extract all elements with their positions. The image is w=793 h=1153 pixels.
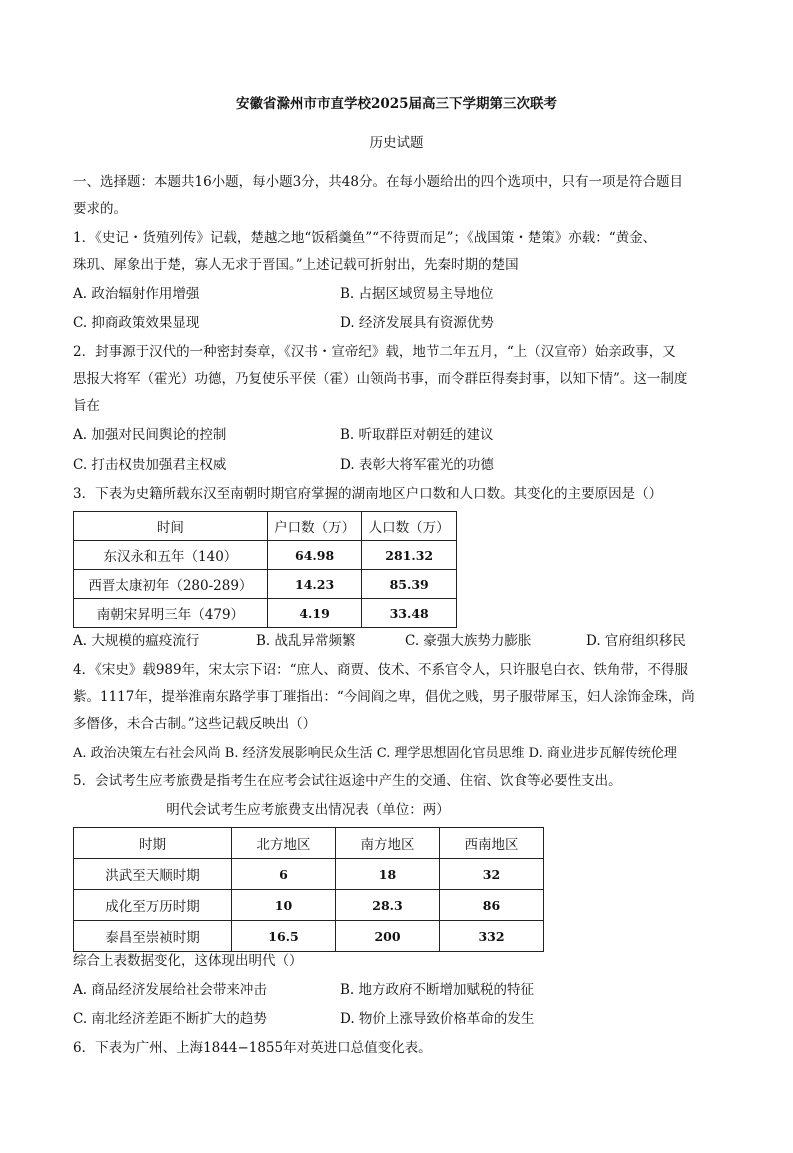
table-cell: 332 [440,921,544,952]
table-cell: 281.32 [362,541,457,570]
table-cell: 85.39 [362,570,457,599]
table-cell: 10 [232,890,336,921]
table-cell: 南朝宋昇明三年（479） [74,599,268,628]
q1-option-a: A. 政治辐射作用增强 [73,286,200,302]
table-cell: 西晋太康初年（280-289） [74,570,268,599]
table-row [74,541,457,570]
q4-stem-line2: 紫。1117年，提举淮南东路学事丁璀指出：“今闾阎之卑，倡优之贱，男子服带犀玉，妇人涂饰金珠，尚 [73,689,695,705]
table-cell: 33.48 [362,599,457,628]
section-instruction-line1: 一、选择题：本题共16小题，每小题3分，共48分。在每小题给出的四个选项中，只有一项是符合题目 [73,174,683,190]
table-cell: 86 [440,890,544,921]
q3-option-b: B. 战乱异常频繁 [256,633,356,649]
q5-table [73,827,544,952]
q5-option-c: C. 南北经济差距不断扩大的趋势 [73,1011,267,1027]
q5-stem: 5．会试考生应考旅费是指考生在应考会试往返途中产生的交通、住宿、饮食等必要性支出。 [73,773,622,789]
table-cell: 泰昌至崇祯时期 [74,921,232,952]
table-row [74,599,457,628]
table-cell: 6 [232,859,336,890]
q3-stem: 3．下表为史籍所载东汉至南朝时期官府掌握的湖南地区户口数和人口数。其变化的主要原因是（） [73,486,663,502]
table-header-row [74,512,457,541]
table-cell: 成化至万历时期 [74,890,232,921]
q1-option-b: B. 占据区域贸易主导地位 [340,286,494,302]
table-cell: 28.3 [336,890,440,921]
q2-stem-line2: 思报大将军（霍光）功德，乃复使乐平侯（霍）山领尚书事，而令群臣得奏封事，以知下情”。这一制度 [73,371,688,387]
exam-title: 安徽省滁州市市直学校2025届高三下学期第三次联考 [235,96,558,112]
table-header-cell: 时期 [74,828,232,859]
table-cell: 东汉永和五年（140） [74,541,268,570]
table-header-row [74,828,544,859]
table-row [74,921,544,952]
table-row [74,570,457,599]
table-cell: 14.23 [267,570,362,599]
table-row [74,859,544,890]
q1-option-d: D. 经济发展具有资源优势 [340,315,494,331]
q3-table [73,511,457,628]
q4-options: A. 政治决策左右社会风尚 B. 经济发展影响民众生活 C. 理学思想固化官员思维 D. 商业进步瓦解传统伦理 [73,746,677,761]
q1-option-c: C. 抑商政策效果显现 [73,315,200,331]
table-header-cell: 时间 [74,512,268,541]
table-cell: 200 [336,921,440,952]
q2-option-d: D. 表彰大将军霍光的功德 [340,457,494,473]
section-instruction-line2: 要求的。 [73,201,127,217]
q2-option-a: A. 加强对民间舆论的控制 [73,427,227,443]
q1-stem-line1: 1．《史记・货殖列传》记载，楚越之地“饭稻羹鱼”“不待贾而足”；《战国策・楚策》亦载：“黄金、 [73,230,657,246]
q2-stem-line1: 2．封事源于汉代的一种密封奏章，《汉书・宣帝纪》载，地节二年五月，“上（汉宣帝）始亲政事，又 [73,344,676,360]
table-cell: 16.5 [232,921,336,952]
table-row [74,890,544,921]
q3-option-d: D. 官府组织移民 [586,633,686,649]
q5-question: 综合上表数据变化，这体现出明代（） [73,953,303,969]
table-header-cell: 西南地区 [440,828,544,859]
q4-stem-line3: 多僭侈，未合古制。”这些记载反映出（） [73,716,317,732]
q6-stem: 6．下表为广州、上海1844−1855年对英进口总值变化表。 [73,1040,432,1056]
table-cell: 64.98 [267,541,362,570]
table-cell: 4.19 [267,599,362,628]
table-header-cell: 南方地区 [336,828,440,859]
q5-option-d: D. 物价上涨导致价格革命的发生 [340,1011,535,1027]
subject-title: 历史试题 [369,135,424,151]
table-header-cell: 北方地区 [232,828,336,859]
q5-option-a: A. 商品经济发展给社会带来冲击 [73,982,267,998]
q2-option-b: B. 听取群臣对朝廷的建议 [340,427,494,443]
q4-stem-line1: 4．《宋史》载989年，宋太宗下诏：“庶人、商贾、伎术、不系官令人，只许服皂白衣、铁角带，不得服 [73,662,689,678]
q2-option-c: C. 打击权贵加强君主权威 [73,457,227,473]
table-header-cell: 人口数（万） [362,512,457,541]
q5-table-title: 明代会试考生应考旅费支出情况表（单位：两） [166,802,450,818]
q5-option-b: B. 地方政府不断增加赋税的特征 [340,982,535,998]
table-cell: 18 [336,859,440,890]
table-header-cell: 户口数（万） [267,512,362,541]
q2-stem-line3: 旨在 [73,398,100,414]
q1-stem-line2: 珠玑、犀象出于楚，寡人无求于晋国。”上述记载可折射出，先秦时期的楚国 [73,257,519,273]
q3-option-a: A. 大规模的瘟疫流行 [73,633,200,649]
table-cell: 洪武至天顺时期 [74,859,232,890]
table-cell: 32 [440,859,544,890]
q3-option-c: C. 豪强大族势力膨胀 [405,633,532,649]
